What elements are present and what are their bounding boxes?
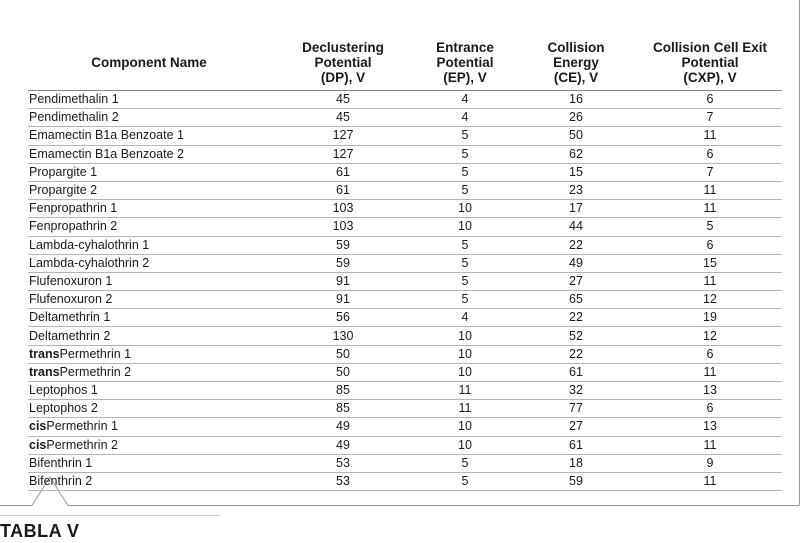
ep-cell: 5 — [416, 236, 514, 254]
ce-cell: 77 — [514, 400, 638, 418]
table-row — [28, 254, 782, 272]
component-name-cell — [28, 472, 270, 490]
dp-cell: 45 — [270, 109, 416, 127]
cxp-cell: 7 — [638, 163, 782, 181]
cxp-cell: 6 — [638, 145, 782, 163]
component-name: Lambda-cyhalothrin 2 — [29, 255, 150, 270]
cxp-cell: 11 — [638, 127, 782, 145]
header-line: Potential — [314, 55, 372, 70]
component-name-cell — [28, 200, 270, 218]
ep-cell: 5 — [416, 181, 514, 199]
ep-cell: 5 — [416, 272, 514, 290]
cxp-cell: 15 — [638, 254, 782, 272]
ep-cell: 5 — [416, 163, 514, 181]
component-name-cell — [28, 181, 270, 199]
dp-cell: 53 — [270, 472, 416, 490]
component-name: Deltamethrin 1 — [29, 310, 111, 325]
ep-cell: 4 — [416, 91, 514, 109]
dp-cell: 130 — [270, 327, 416, 345]
dp-cell: 59 — [270, 254, 416, 272]
ep-cell: 5 — [416, 145, 514, 163]
cxp-cell: 13 — [638, 382, 782, 400]
table-row — [28, 327, 782, 345]
ep-header — [416, 14, 514, 91]
cxp-cell: 13 — [638, 418, 782, 436]
header-line: (CXP), V — [683, 70, 737, 85]
dp-cell: 45 — [270, 91, 416, 109]
isomer-prefix: cis — [29, 419, 47, 434]
component-name: Emamectin B1a Benzoate 1 — [29, 128, 184, 143]
cxp-cell: 9 — [638, 454, 782, 472]
table-row — [28, 109, 782, 127]
cxp-cell: 6 — [638, 345, 782, 363]
dp-header — [270, 14, 416, 91]
cxp-cell: 11 — [638, 200, 782, 218]
component-name: Leptophos 1 — [29, 383, 98, 398]
table-row — [28, 91, 782, 109]
isomer-prefix: cis — [29, 437, 47, 452]
component-name: Propargite 1 — [29, 164, 98, 179]
ep-cell: 5 — [416, 291, 514, 309]
header-line: Declustering — [302, 40, 384, 55]
component-name-cell — [28, 363, 270, 381]
table-row — [28, 418, 782, 436]
table-row — [28, 236, 782, 254]
ep-cell: 10 — [416, 363, 514, 381]
table-row — [28, 472, 782, 490]
isomer-prefix: trans — [29, 346, 60, 361]
component-name: Pendimethalin 2 — [29, 110, 119, 125]
ce-cell: 65 — [514, 291, 638, 309]
ce-cell: 52 — [514, 327, 638, 345]
component-name-cell — [28, 145, 270, 163]
ep-cell: 5 — [416, 454, 514, 472]
ep-cell: 5 — [416, 472, 514, 490]
header-line: Collision — [547, 40, 605, 55]
component-name-cell — [28, 127, 270, 145]
dp-cell: 61 — [270, 163, 416, 181]
table-row — [28, 272, 782, 290]
dp-cell: 49 — [270, 418, 416, 436]
component-name: Permethrin 1 — [46, 419, 118, 434]
component-name: Propargite 2 — [29, 183, 98, 198]
cxp-cell: 6 — [638, 400, 782, 418]
header-line: Energy — [553, 55, 599, 70]
table-row — [28, 363, 782, 381]
ce-cell: 23 — [514, 181, 638, 199]
parameters-table — [28, 14, 782, 491]
ep-cell: 5 — [416, 254, 514, 272]
component-name: Fenpropathrin 1 — [29, 201, 118, 216]
component-name-cell — [28, 400, 270, 418]
cxp-cell: 19 — [638, 309, 782, 327]
dp-cell: 127 — [270, 145, 416, 163]
cxp-header — [638, 14, 782, 91]
table-row — [28, 382, 782, 400]
ep-cell: 10 — [416, 200, 514, 218]
table-container — [28, 14, 782, 491]
header-line: (DP), V — [320, 70, 366, 85]
ce-cell: 16 — [514, 91, 638, 109]
component-name-cell — [28, 254, 270, 272]
table-row — [28, 127, 782, 145]
cxp-cell: 11 — [638, 363, 782, 381]
component-name: Bifenthrin 1 — [29, 455, 93, 470]
dp-cell: 50 — [270, 363, 416, 381]
dp-cell: 103 — [270, 218, 416, 236]
dp-cell: 53 — [270, 454, 416, 472]
component-name: Flufenoxuron 1 — [29, 273, 113, 288]
component-name: Pendimethalin 1 — [29, 92, 119, 107]
header-line: Component Name — [91, 55, 207, 70]
table-row — [28, 200, 782, 218]
ce-header — [514, 14, 638, 91]
dp-cell: 61 — [270, 181, 416, 199]
component-name-cell — [28, 418, 270, 436]
component-name: Lambda-cyhalothrin 1 — [29, 237, 150, 252]
cxp-cell: 11 — [638, 272, 782, 290]
ep-cell: 10 — [416, 327, 514, 345]
ce-cell: 50 — [514, 127, 638, 145]
component-name: Permethrin 1 — [59, 346, 132, 361]
ce-cell: 59 — [514, 472, 638, 490]
dp-cell: 56 — [270, 309, 416, 327]
header-line: Collision Cell Exit — [652, 40, 768, 55]
component-name-cell — [28, 218, 270, 236]
dp-cell: 85 — [270, 400, 416, 418]
table-row — [28, 163, 782, 181]
cxp-cell: 11 — [638, 181, 782, 199]
table-row — [28, 145, 782, 163]
table-caption: TABLA V — [0, 521, 80, 541]
component-name-cell — [28, 272, 270, 290]
table-row — [28, 454, 782, 472]
component-name: Permethrin 2 — [46, 437, 118, 452]
component-name: Permethrin 2 — [59, 364, 132, 379]
dp-cell: 50 — [270, 345, 416, 363]
ep-cell: 11 — [416, 382, 514, 400]
component-name-cell — [28, 309, 270, 327]
dp-cell: 85 — [270, 382, 416, 400]
component-name-cell — [28, 327, 270, 345]
header-line: (EP), V — [443, 70, 487, 85]
component-name: Flufenoxuron 2 — [29, 292, 113, 307]
component-name-cell — [28, 454, 270, 472]
cxp-cell: 11 — [638, 436, 782, 454]
component-name-cell — [28, 163, 270, 181]
cxp-cell: 12 — [638, 327, 782, 345]
ce-cell: 22 — [514, 236, 638, 254]
cxp-cell: 7 — [638, 109, 782, 127]
ep-cell: 10 — [416, 218, 514, 236]
cxp-cell: 11 — [638, 472, 782, 490]
table-row — [28, 218, 782, 236]
table-row — [28, 291, 782, 309]
ce-cell: 32 — [514, 382, 638, 400]
ep-cell: 10 — [416, 436, 514, 454]
cxp-cell: 12 — [638, 291, 782, 309]
ep-cell: 5 — [416, 127, 514, 145]
component-name: Deltamethrin 2 — [29, 328, 111, 343]
header-line: (CE), V — [553, 70, 599, 85]
ce-cell: 18 — [514, 454, 638, 472]
dp-cell: 127 — [270, 127, 416, 145]
component-name-cell — [28, 109, 270, 127]
ce-cell: 61 — [514, 363, 638, 381]
isomer-prefix: trans — [29, 364, 60, 379]
ep-cell: 11 — [416, 400, 514, 418]
cxp-cell: 6 — [638, 91, 782, 109]
dp-cell: 103 — [270, 200, 416, 218]
ce-cell: 27 — [514, 418, 638, 436]
component-name-cell — [28, 91, 270, 109]
dp-cell: 59 — [270, 236, 416, 254]
header-row — [28, 14, 782, 91]
cxp-cell: 5 — [638, 218, 782, 236]
ce-cell: 15 — [514, 163, 638, 181]
table-body — [28, 91, 782, 491]
ce-cell: 17 — [514, 200, 638, 218]
ep-cell: 4 — [416, 109, 514, 127]
table-row — [28, 436, 782, 454]
table-row — [28, 181, 782, 199]
ce-cell: 22 — [514, 345, 638, 363]
component-name-header — [28, 14, 270, 91]
ce-cell: 49 — [514, 254, 638, 272]
table-row — [28, 345, 782, 363]
ep-cell: 10 — [416, 418, 514, 436]
ce-cell: 62 — [514, 145, 638, 163]
ce-cell: 26 — [514, 109, 638, 127]
dp-cell: 91 — [270, 291, 416, 309]
dp-cell: 91 — [270, 272, 416, 290]
table-row — [28, 400, 782, 418]
component-name-cell — [28, 382, 270, 400]
ce-cell: 27 — [514, 272, 638, 290]
component-name-cell — [28, 436, 270, 454]
cxp-cell: 6 — [638, 236, 782, 254]
component-name: Leptophos 2 — [29, 401, 98, 416]
header-line: Potential — [681, 55, 739, 70]
component-name: Fenpropathrin 2 — [29, 219, 118, 234]
component-name-cell — [28, 236, 270, 254]
ce-cell: 61 — [514, 436, 638, 454]
component-name: Emamectin B1a Benzoate 2 — [29, 146, 184, 161]
dp-cell: 49 — [270, 436, 416, 454]
component-name-cell — [28, 291, 270, 309]
header-line: Potential — [436, 55, 494, 70]
ep-cell: 10 — [416, 345, 514, 363]
ce-cell: 44 — [514, 218, 638, 236]
header-line: Entrance — [436, 40, 494, 55]
ep-cell: 4 — [416, 309, 514, 327]
component-name-cell — [28, 345, 270, 363]
component-name: Bifenthrin 2 — [29, 474, 93, 489]
ce-cell: 22 — [514, 309, 638, 327]
table-row — [28, 309, 782, 327]
